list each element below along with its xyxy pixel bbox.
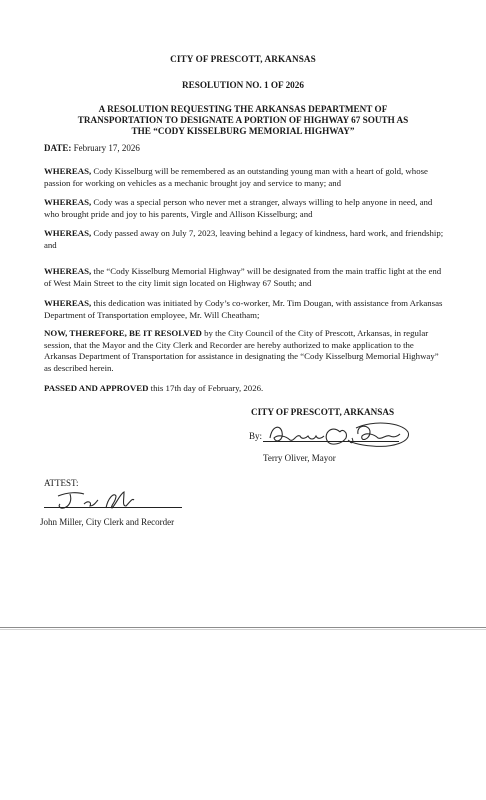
passed-approved-paragraph <box>44 383 448 395</box>
paragraph-text: Cody passed away on July 7, 2023, leaving behind a legacy of kindness, hard work, and friendship; and <box>44 228 444 250</box>
clerk-signature <box>54 488 138 512</box>
mayor-signature <box>262 418 410 450</box>
date-value: February 17, 2026 <box>71 143 140 153</box>
whereas-paragraph <box>44 166 448 189</box>
whereas-paragraph <box>44 228 448 251</box>
paragraph-lead: WHEREAS, <box>44 197 92 207</box>
scan-edge-shadow <box>0 629 486 630</box>
resolution-number: RESOLUTION NO. 1 OF 2026 <box>182 80 304 90</box>
paragraph-text: by the City Council of the City of Prescott, Arkansas, in regular session, that the Mayor and the City Clerk and Recorder are hereby authorized to make application to the Arkansas Department of Transportation for assistance in designating the “Cody Kisselburg Memorial Highway” as described herein. <box>44 328 439 373</box>
paragraph-lead: NOW, THEREFORE, BE IT RESOLVED <box>44 328 202 338</box>
title-line-3: THE “CODY KISSELBURG MEMORIAL HIGHWAY” <box>131 126 355 136</box>
whereas-paragraph <box>44 298 448 321</box>
paragraph-lead: WHEREAS, <box>44 166 92 176</box>
document-city-heading: CITY OF PRESCOTT, ARKANSAS <box>170 54 316 64</box>
paragraph-lead: WHEREAS, <box>44 266 92 276</box>
paragraph-lead: WHEREAS, <box>44 298 92 308</box>
resolution-title <box>0 104 486 137</box>
resolution-date <box>44 143 140 153</box>
scan-edge-line <box>0 627 486 628</box>
title-line-1: A RESOLUTION REQUESTING THE ARKANSAS DEPARTMENT OF <box>98 104 388 114</box>
mayor-name: Terry Oliver, Mayor <box>263 453 336 463</box>
attest-label: ATTEST: <box>44 478 79 488</box>
paragraph-text: Cody Kisselburg will be remembered as an outstanding young man with a heart of gold, whose passion for working on vehicles as a mechanic brought joy and service to many; and <box>44 166 428 188</box>
date-label: DATE: <box>44 143 72 153</box>
clerk-signature-line <box>44 507 182 508</box>
title-line-2: TRANSPORTATION TO DESIGNATE A PORTION OF HIGHWAY 67 SOUTH AS <box>77 115 409 125</box>
by-label: By: <box>249 431 263 441</box>
paragraph-lead: PASSED AND APPROVED <box>44 383 149 393</box>
signature-city-heading: CITY OF PRESCOTT, ARKANSAS <box>251 407 395 417</box>
paragraph-text: this dedication was initiated by Cody’s co-worker, Mr. Tim Dougan, with assistance from Arkansas Department of Transportation employee, Mr. Will Cheatham; <box>44 298 443 320</box>
resolved-paragraph <box>44 328 448 374</box>
paragraph-text: this 17th day of February, 2026. <box>148 383 264 393</box>
whereas-paragraph <box>44 197 448 220</box>
paragraph-text: the “Cody Kisselburg Memorial Highway” will be designated from the main traffic light at the end of West Main Street to the city limit sign located on Highway 67 South; and <box>44 266 442 288</box>
whereas-paragraph <box>44 266 448 289</box>
clerk-name: John Miller, City Clerk and Recorder <box>40 517 175 527</box>
paragraph-lead: WHEREAS, <box>44 228 92 238</box>
paragraph-text: Cody was a special person who never met a stranger, always willing to help anyone in need, and who brought pride and joy to his parents, Virgle and Allison Kisselburg; and <box>44 197 433 219</box>
